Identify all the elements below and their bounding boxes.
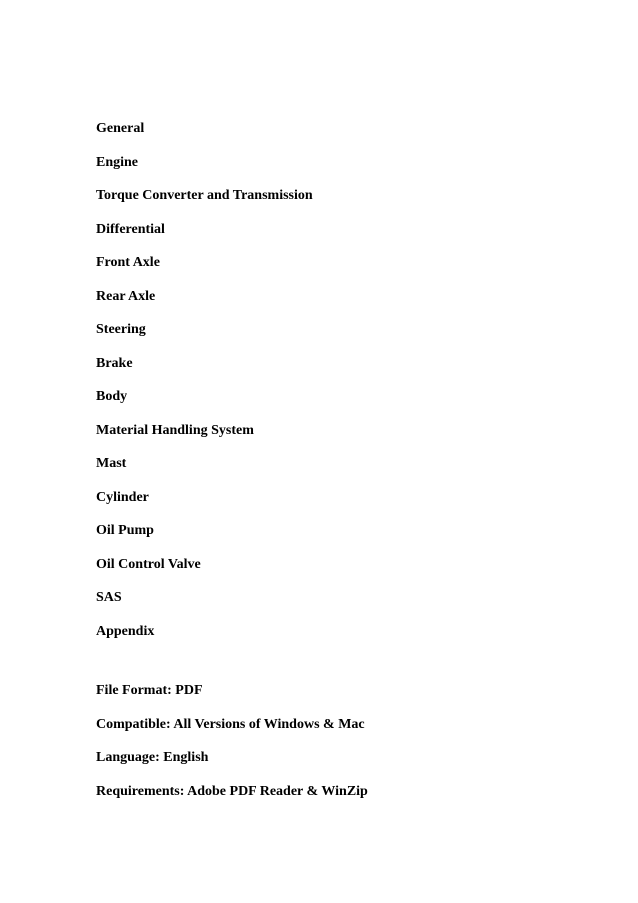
contents-item-brake: Brake (96, 355, 133, 371)
contents-item-body: Body (96, 389, 128, 404)
compatibility-text: Compatible: All Versions of Windows & Mac (96, 716, 365, 732)
contents-item-oil-control-valve: Oil Control Valve (96, 556, 201, 572)
language-text: Language: English (96, 750, 209, 765)
contents-item-rear-axle: Rear Axle (96, 288, 156, 304)
contents-item-front-axle: Front Axle (96, 255, 160, 270)
document-content (96, 119, 596, 815)
contents-item-differential: Differential (96, 221, 165, 237)
contents-item-engine: Engine (96, 154, 139, 170)
contents-item-steering: Steering (96, 322, 146, 337)
file-format-text: File Format: PDF (96, 683, 203, 698)
contents-item-appendix: Appendix (96, 623, 155, 639)
contents-item-material-handling: Material Handling System (96, 422, 254, 438)
contents-item-mast: Mast (96, 456, 127, 471)
contents-item-torque-converter: Torque Converter and Transmission (96, 188, 313, 203)
contents-item-cylinder: Cylinder (96, 489, 149, 505)
contents-item-sas: SAS (96, 590, 122, 605)
contents-item-general: General (96, 121, 145, 136)
section-spacer (96, 655, 596, 681)
requirements-text: Requirements: Adobe PDF Reader & WinZip (96, 783, 368, 799)
contents-item-oil-pump: Oil Pump (96, 523, 154, 538)
